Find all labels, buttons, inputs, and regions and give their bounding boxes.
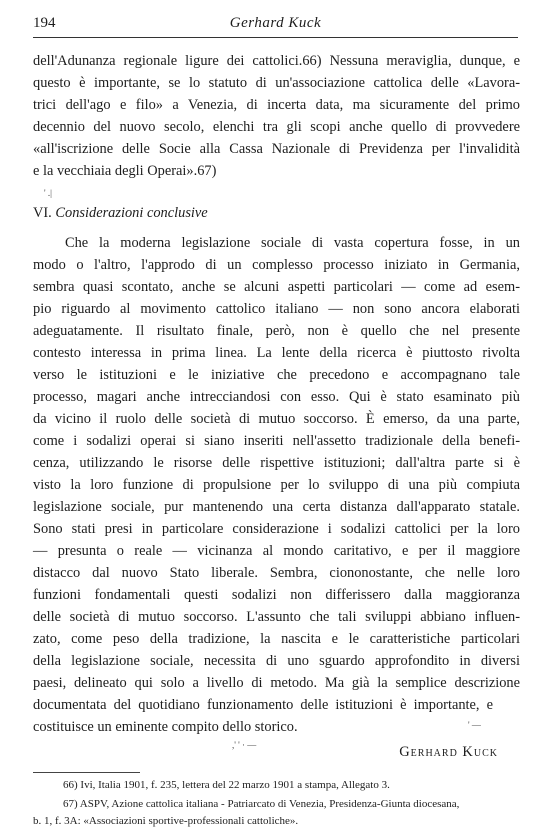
body-line: e la vecchiaia degli Operai».67) xyxy=(33,163,217,179)
body-line: distacco dal nuovo Stato liberale. Sembra, ciononostante, che nelle loro xyxy=(33,565,520,581)
body-line: da vicino il ruolo delle società di mutuo soccorso. È emerso, da una parte, xyxy=(33,411,520,427)
body-line: verso le istituzioni e le iniziative che precedono e accompagnano tale xyxy=(33,367,520,383)
body-line: paesi, delineato qui solo a livello di metodo. Ma già la semplice descrizione xyxy=(33,675,520,691)
body-line: funzioni fondamentali questi sodalizi non differissero dalla maggioranza xyxy=(33,587,520,603)
body-line: visto la loro funzione di propulsione per lo sviluppo di una più compiuta xyxy=(33,477,520,493)
footnote: 67) ASPV, Azione cattolica italiana - Patriarcato di Venezia, Presidenza-Giunta diocesana, xyxy=(63,798,460,810)
section-heading xyxy=(33,202,208,224)
body-line: delle società di mutuo soccorso. L'assunto che tali sviluppi abbiano influen- xyxy=(33,609,520,625)
page-header xyxy=(33,15,518,37)
section-number: VI. xyxy=(33,205,52,221)
body-line: modo o l'altro, l'approdo di un complesso processo iniziato in Germania, xyxy=(33,257,520,273)
footnote-rule xyxy=(33,772,140,773)
body-line: pio riguardo al movimento cattolico italiano — non sono ancora elaborati xyxy=(33,301,520,317)
author-signature: Gerhard Kuck xyxy=(399,744,498,760)
body-line: costituisce un eminente compito dello storico. xyxy=(33,719,298,735)
body-line: della legislazione sociale, necessita di uno sguardo approfondito in diversi xyxy=(33,653,520,669)
body-line: questo è importante, se lo statuto di un'associazione cattolica delle «Lavora- xyxy=(33,75,520,91)
header-rule xyxy=(33,37,518,38)
body-line: «all'iscrizione delle Socie alla Cassa Nazionale di Previdenza per l'invalidità xyxy=(33,141,520,157)
body-line: Che la moderna legislazione sociale di vasta copertura fosse, in un xyxy=(65,235,520,251)
body-line: come i sodalizi operai si siano inseriti nell'assetto tradizionale della benefi- xyxy=(33,433,520,449)
page-number: 194 xyxy=(33,15,56,31)
stray-mark: ' — xyxy=(468,720,481,730)
body-line: dell'Adunanza regionale ligure dei cattolici.66) Nessuna meraviglia, dunque, e xyxy=(33,53,520,69)
body-line: Sono stati presi in particolare considerazione i sodalizi cattolici per la loro xyxy=(33,521,520,537)
body-line: contesto interessa in prima linea. La lente della ricerca è piuttosto rivolta xyxy=(33,345,520,361)
body-line: processo, magari anche intrecciandosi con esso. Qui è stato esaminato più xyxy=(33,389,520,405)
stray-mark: ,' ' · — xyxy=(232,740,257,750)
body-line: — presunta o reale — vicinanza al mondo caritativo, e per il maggiore xyxy=(33,543,520,559)
body-line: documentata del quotidiano funzionamento delle istituzioni è importante, e xyxy=(33,697,493,713)
footnote: 66) Ivi, Italia 1901, f. 235, lettera del 22 marzo 1901 a stampa, Allegato 3. xyxy=(63,779,390,791)
running-head: Gerhard Kuck xyxy=(229,15,322,31)
body-line: adeguatamente. Il risultato finale, però, non è quello che nel presente xyxy=(33,323,520,339)
footnote: b. 1, f. 3A: «Associazioni sportive-professionali cattoliche». xyxy=(33,815,299,827)
body-line: cenza, utilizzando le risorse delle rispettive istituzioni; dall'altra parte si è xyxy=(33,455,520,471)
body-line: decennio del nuovo secolo, elenchi tra gli scopi anche quello di provvedere xyxy=(33,119,520,135)
section-title: Considerazioni conclusive xyxy=(55,205,208,221)
body-line: legislazione sociale, pur mantenendo una certa distanza dall'apparato statale. xyxy=(33,499,520,515)
body-line: sembra quasi scontato, anche se alcuni aspetti particolari — come ad esem- xyxy=(33,279,520,295)
body-line: trici dell'ago e filo» a Venezia, di incerta data, ma sicuramente del primo xyxy=(33,97,520,113)
body-line: zato, come peso della tradizione, la nascita e le caratteristiche particolari xyxy=(33,631,520,647)
stray-mark: ' .| xyxy=(44,188,52,198)
